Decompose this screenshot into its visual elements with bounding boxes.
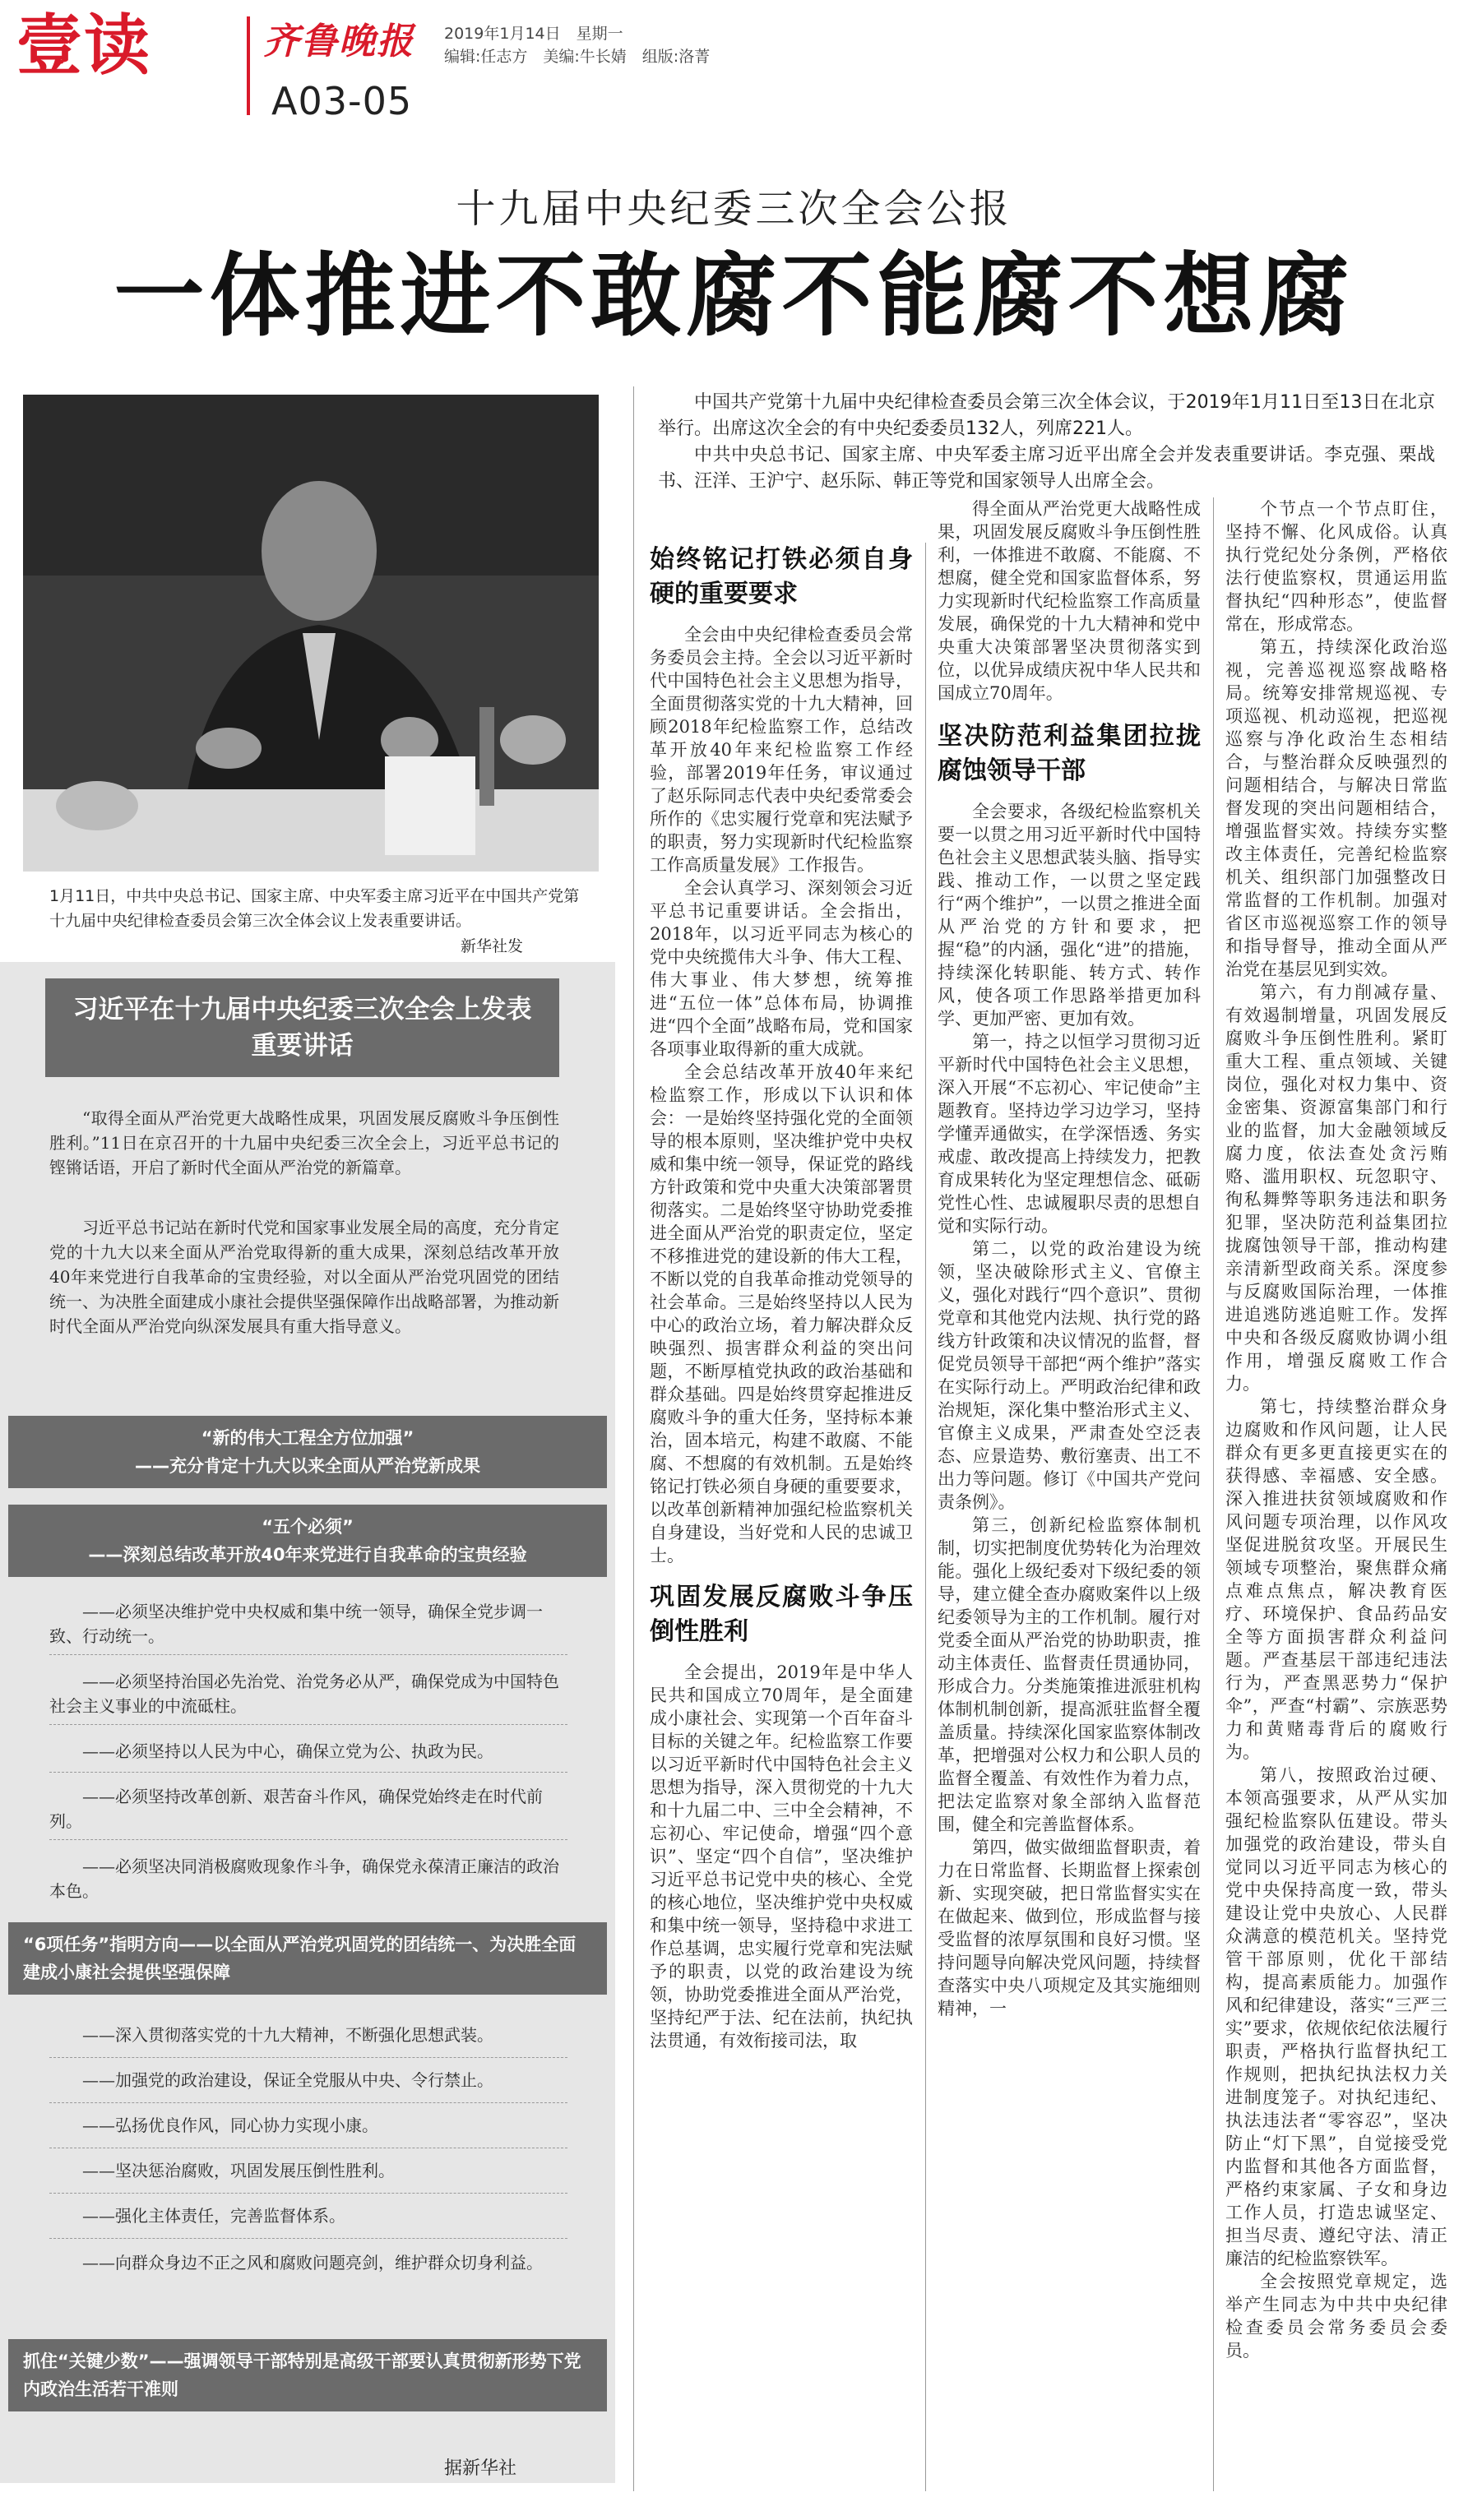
issue-date: 2019年1月14日 星期一: [444, 25, 623, 43]
body-paragraph: 第二，以党的政治建设为统领，坚决破除形式主义、官僚主义，强化对践行“四个意识”、贯彻党章和其他党内法规、执行党的路线方针政策和决议情况的监督，督促党员领导干部把“两个维护”落实在实际行动上。严明政治纪律和政治规矩，深化集中整治形式主义、官僚主义成果，严肃查处空泛表态、应景造势、敷衍塞责、出工不出力等问题。修订《中国共产党问责条例》。: [938, 1239, 1201, 1512]
item-divider: [49, 1724, 567, 1725]
list-item: ——向群众身边不正之风和腐败问题亮剑，维护群众切身利益。: [82, 2253, 543, 2273]
section-heading: 始终铭记打铁必须自身硬的重要要求: [650, 545, 913, 608]
subsection-box: [8, 1505, 607, 1577]
list-item: ——深入贯彻落实党的十九大精神，不断强化思想武装。: [82, 2025, 493, 2045]
list-item: ——加强党的政治建设，保证全党服从中央、令行禁止。: [82, 2070, 493, 2090]
list-item: ——强化主体责任，完善监督体系。: [82, 2206, 345, 2226]
body-paragraph: 第四，做实做细监督职责，着力在日常监督、长期监督上探索创新、实现突破，把日常监督实实在在做起来、做到位，形成监督与接受监督的浓厚氛围和良好习惯。坚持问题导向解决党风问题，持续督查落实中央八项规定及其实施细则精神，一: [938, 1838, 1201, 2018]
item-divider: [49, 1654, 567, 1655]
subsection-box-title: “新的伟大工程全方位加强”: [201, 1428, 414, 1448]
intro-paragraph-2: 中共中央总书记、国家主席、中央军委主席习近平出席全会并发表重要讲话。李克强、栗战书、汪洋、王沪宁、赵乐际、韩正等党和国家领导人出席全会。: [658, 445, 1435, 492]
section-heading: 巩固发展反腐败斗争压倒性胜利: [650, 1583, 913, 1646]
list-item: ——弘扬优良作风，同心协力实现小康。: [82, 2115, 378, 2135]
body-paragraph: 全会按照党章规定，选举产生同志为中共中央纪律检查委员会常务委员会委员。: [1225, 2272, 1447, 2360]
photo-credit: 新华社发: [461, 937, 524, 955]
article-kicker: 十九届中央纪委三次全会公报: [456, 186, 1012, 232]
section-logo: [16, 7, 263, 130]
item-divider: [49, 2238, 567, 2239]
body-paragraph: 第七，持续整治群众身边腐败和作风问题，让人民群众有更多更直接更实在的获得感、幸福感、安全感。深入推进扶贫领域腐败和作风问题专项治理，以作风攻坚促进脱贫攻坚。开展民生领域专项整治，聚焦群众痛点难点焦点，解决教育医疗、环境保护、食品药品安全等方面损害群众利益问题。严查基层干部违纪违法行为，严查黑恶势力“保护伞”，严查“村霸”、宗族恶势力和黄赌毒背后的腐败行为。: [1225, 1397, 1447, 1762]
section-heading: 坚决防范利益集团拉拢腐蚀领导干部: [938, 722, 1201, 785]
column-rule: [633, 386, 634, 2491]
sidebar-source: 据新华社: [444, 2458, 517, 2479]
photo-caption: 1月11日，中共中央总书记、国家主席、中央军委主席习近平在中国共产党第十九届中央纪律检查委员会第三次全体会议上发表重要讲话。: [49, 887, 580, 930]
item-divider: [49, 2057, 567, 2058]
newspaper-name: 齐鲁晚报: [263, 21, 414, 62]
body-paragraph: 全会要求，各级纪检监察机关要一以贯之用习近平新时代中国特色社会主义思想武装头脑、指导实践、推动工作，一以贯之坚定践行“两个维护”，一以贯之推进全面从严治党的方针和要求，把握“稳”的内涵，强化“进”的措施，持续深化转职能、转方式、转作风，使各项工作思路举措更加科学、更加严密、更加有效。: [938, 802, 1201, 1029]
body-paragraph: 全会总结改革开放40年来纪检监察工作，形成以下认识和体会：一是始终坚持强化党的全面领导的根本原则，坚决维护党中央权威和集中统一领导，保证党的路线方针政策和党中央重大决策部署贯彻落实。二是始终坚守协助党委推进全面从严治党的职责定位，坚定不移推进党的建设新的伟大工程，不断以党的自我革命推动党领导的社会革命。三是始终坚持以人民为中心的政治立场，着力解决群众反映强烈、损害群众利益的突出问题，不断厚植党执政的政治基础和群众基础。四是始终贯穿起推进反腐败斗争的重大任务，坚持标本兼治，固本培元，构建不敢腐、不能腐、不想腐的有效机制。五是始终铭记打铁必须自身硬的重要要求，以改革创新精神加强纪检监察机关自身建设，当好党和人民的忠诚卫士。: [650, 1062, 913, 1565]
column-3: [1225, 497, 1447, 2362]
subsection-box: [8, 1416, 607, 1488]
list-item: ——必须坚持改革创新、艰苦奋斗作风，确保党始终走在时代前列。: [49, 1787, 543, 1831]
body-paragraph: 全会提出，2019年是中华人民共和国成立70周年，是全面建成小康社会、实现第一个百年奋斗目标的关键之年。纪检监察工作要以习近平新时代中国特色社会主义思想为指导，深入贯彻党的十九大和十九届二中、三中全会精神，不忘初心、牢记使命，增强“四个意识”、坚定“四个自信”，坚决维护习近平总书记党中央的核心、全党的核心地位，坚决维护党中央权威和集中统一领导，坚持稳中求进工作总基调，忠实履行党章和宪法赋予的职责，以党的政治建设为统领，协助党委推进全面从严治党，坚持纪严于法、纪在法前，执纪执法贯通，有效衔接司法，取: [650, 1662, 913, 2051]
speaker-photo-illustration: [23, 395, 599, 872]
sidebar-paragraph: 习近平总书记站在新时代党和国家事业发展全局的高度，充分肯定党的十九大以来全面从严治党取得新的重大成果，深刻总结改革开放40年来党进行自我革命的宝贵经验，对以全面从严治党巩固党的团结统一、为决胜全面建成小康社会提供坚强保障作出战略部署，为推动新时代全面从严治党向纵深发展具有重大指导意义。: [49, 1218, 559, 1336]
subsection-box: [8, 2339, 607, 2411]
item-divider: [49, 1839, 567, 1840]
list-item: ——必须坚决同消极腐败现象作斗争，确保党永葆清正廉洁的政治本色。: [49, 1856, 559, 1901]
body-paragraph: 全会认真学习、深刻领会习近平总书记重要讲话。全会指出，2018年，以习近平同志为核心的党中央统揽伟大斗争、伟大工程、伟大事业、伟大梦想，统筹推进“五位一体”总体布局，协调推进“四个全面”战略布局，党和国家各项事业取得新的重大成就。: [650, 878, 913, 1059]
editor-credits: 编辑:任志方 美编:牛长婧 组版:洛菁: [444, 48, 711, 66]
list-item: ——必须坚持治国必先治党、治党务必从严，确保党成为中国特色社会主义事业的中流砥柱。: [49, 1672, 559, 1716]
column-rule: [925, 543, 926, 2491]
body-paragraph: 全会由中央纪律检查委员会常务委员会主持。全会以习近平新时代中国特色社会主义思想为指导，全面贯彻落实党的十九大精神，回顾2018年纪检监察工作，总结改革开放40年来纪检监察工作经验，部署2019年任务，审议通过了赵乐际同志代表中央纪委常委会所作的《忠实履行党章和宪法赋予的职责，努力实现新时代纪检监察工作高质量发展》工作报告。: [650, 625, 913, 875]
subsection-box-subtitle: ——充分肯定十九大以来全面从严治党新成果: [135, 1456, 480, 1476]
section-title: 壹读: [16, 7, 151, 84]
body-paragraph: 第六，有力削减存量、有效遏制增量，巩固发展反腐败斗争压倒性胜利。紧盯重大工程、重点领域、关键岗位，强化对权力集中、资金密集、资源富集部门和行业的监督，加大金融领域反腐力度，依法查处贪污贿赂、滥用职权、玩忽职守、徇私舞弊等职务违法和职务犯罪，坚决防范利益集团拉拢腐蚀领导干部，推动构建亲清新型政商关系。深度参与反腐败国际治理，一体推进追逃防逃追赃工作。发挥中央和各级反腐败协调小组作用，增强反腐败工作合力。: [1225, 983, 1447, 1394]
column-2: [938, 497, 1201, 2020]
body-paragraph: 第三，创新纪检监察体制机制，切实把制度优势转化为治理效能。强化上级纪委对下级纪委的领导，建立健全查办腐败案件以上级纪委领导为主的工作机制。履行对党委全面从严治党的协助职责，推动主体责任、监督责任贯通协同，形成合力。分类施策推进派驻机构体制机制创新，提高派驻监督全覆盖质量。持续深化国家监察体制改革，把增强对公权力和公职人员的监督全覆盖、有效性作为着力点，把法定监察对象全部纳入监督范围，健全和完善监督体系。: [938, 1515, 1201, 1834]
body-paragraph: 第一，持之以恒学习贯彻习近平新时代中国特色社会主义思想，深入开展“不忘初心、牢记使命”主题教育。坚持边学习边学习，坚持学懂弄通做实，在学深悟透、务实戒虚、敢改提高上持续发力，把教育成果转化为坚定理想信念、砥砺党性心性、忠诚履职尽责的思想自觉和实际行动。: [938, 1032, 1201, 1236]
intro-paragraph-1: 中国共产党第十九届中央纪律检查委员会第三次全体会议，于2019年1月11日至13日在北京举行。出席这次全会的有中央纪委委员132人，列席221人。: [658, 392, 1435, 439]
list-item: ——坚决惩治腐败，巩固发展压倒性胜利。: [82, 2161, 395, 2180]
body-paragraph: 第八，按照政治过硬、本领高强要求，从严从实加强纪检监察队伍建设。带头加强党的政治建设，带头自觉同以习近平同志为核心的党中央保持高度一致，带头建设让党中央放心、人民群众满意的模范机关。坚持党管干部原则，优化干部结构，提高素质能力。加强作风和纪律建设，落实“三严三实”要求，依规依纪依法履行职责，严格执行监督执纪工作规则，把执纪执法权力关进制度笼子。对执纪违纪、执法违法者“零容忍”，坚决防止“灯下黑”，自觉接受党内监督和其他各方面监督，严格约束家属、子女和身边工作人员，打造忠诚坚定、担当尽责、遵纪守法、清正廉洁的纪检监察铁军。: [1225, 1765, 1447, 2268]
item-divider: [49, 2193, 567, 2194]
page-number: A03-05: [271, 79, 413, 123]
subsection-box-title: “五个必须”: [262, 1517, 354, 1537]
column-rule: [1213, 497, 1214, 2491]
body-paragraph: 得全面从严治党更大战略性成果，巩固发展反腐败斗争压倒性胜利，一体推进不敢腐、不能腐、不想腐，健全党和国家监督体系，努力实现新时代纪检监察工作高质量发展，确保党的十九大精神和党中央重大决策部署坚决贯彻落实到位，以优异成绩庆祝中华人民共和国成立70周年。: [938, 499, 1201, 703]
sidebar-paragraph: “取得全面从严治党更大战略性成果，巩固发展反腐败斗争压倒性胜利。”11日在京召开的十九届中央纪委三次全会上，习近平总书记的铿锵话语，开启了新时代全面从严治党的新篇章。: [49, 1108, 559, 1177]
body-paragraph: 第五，持续深化政治巡视，完善巡视巡察战略格局。统筹安排常规巡视、专项巡视、机动巡视，把巡视巡察与净化政治生态相结合，与整治群众反映强烈的问题相结合，与解决日常监督发现的突出问题相结合，增强监督实效。持续夯实整改主体责任，完善纪检监察机关、组织部门加强整改日常监督的工作机制。加强对省区市巡视巡察工作的领导和指导督导，推动全面从严治党在基层见到实效。: [1225, 637, 1447, 979]
list-item: ——必须坚决维护党中央权威和集中统一领导，确保全党步调一致、行动统一。: [49, 1602, 543, 1646]
sidebar-banner: 习近平在十九届中央纪委三次全会上发表重要讲话: [45, 978, 559, 1077]
article-headline: 一体推进不敢腐不能腐不想腐: [113, 243, 1355, 349]
column-1: [650, 543, 913, 2052]
item-divider: [49, 1772, 567, 1773]
item-divider: [49, 2102, 567, 2103]
subsection-box-title: “6项任务”指明方向——以全面从严治党巩固党的团结统一、为决胜全面建成小康社会提供坚强保障: [23, 1935, 577, 1982]
body-paragraph: 个节点一个节点盯住，坚持不懈、化风成俗。认真执行党纪处分条例，严格依法行使监察权，贯通运用监督执纪“四种形态”，使监督常在，形成常态。: [1225, 499, 1447, 634]
subsection-box-subtitle: ——深刻总结改革开放40年来党进行自我革命的宝贵经验: [88, 1545, 527, 1565]
list-item: ——必须坚持以人民为中心，确保立党为公、执政为民。: [82, 1741, 493, 1761]
subsection-box-title: 抓住“关键少数”——强调领导干部特别是高级干部要认真贯彻新形势下党内政治生活若干准则: [23, 2351, 581, 2399]
news-photo: [23, 395, 599, 872]
header-divider: [247, 16, 250, 115]
subsection-box: [8, 1922, 607, 1995]
